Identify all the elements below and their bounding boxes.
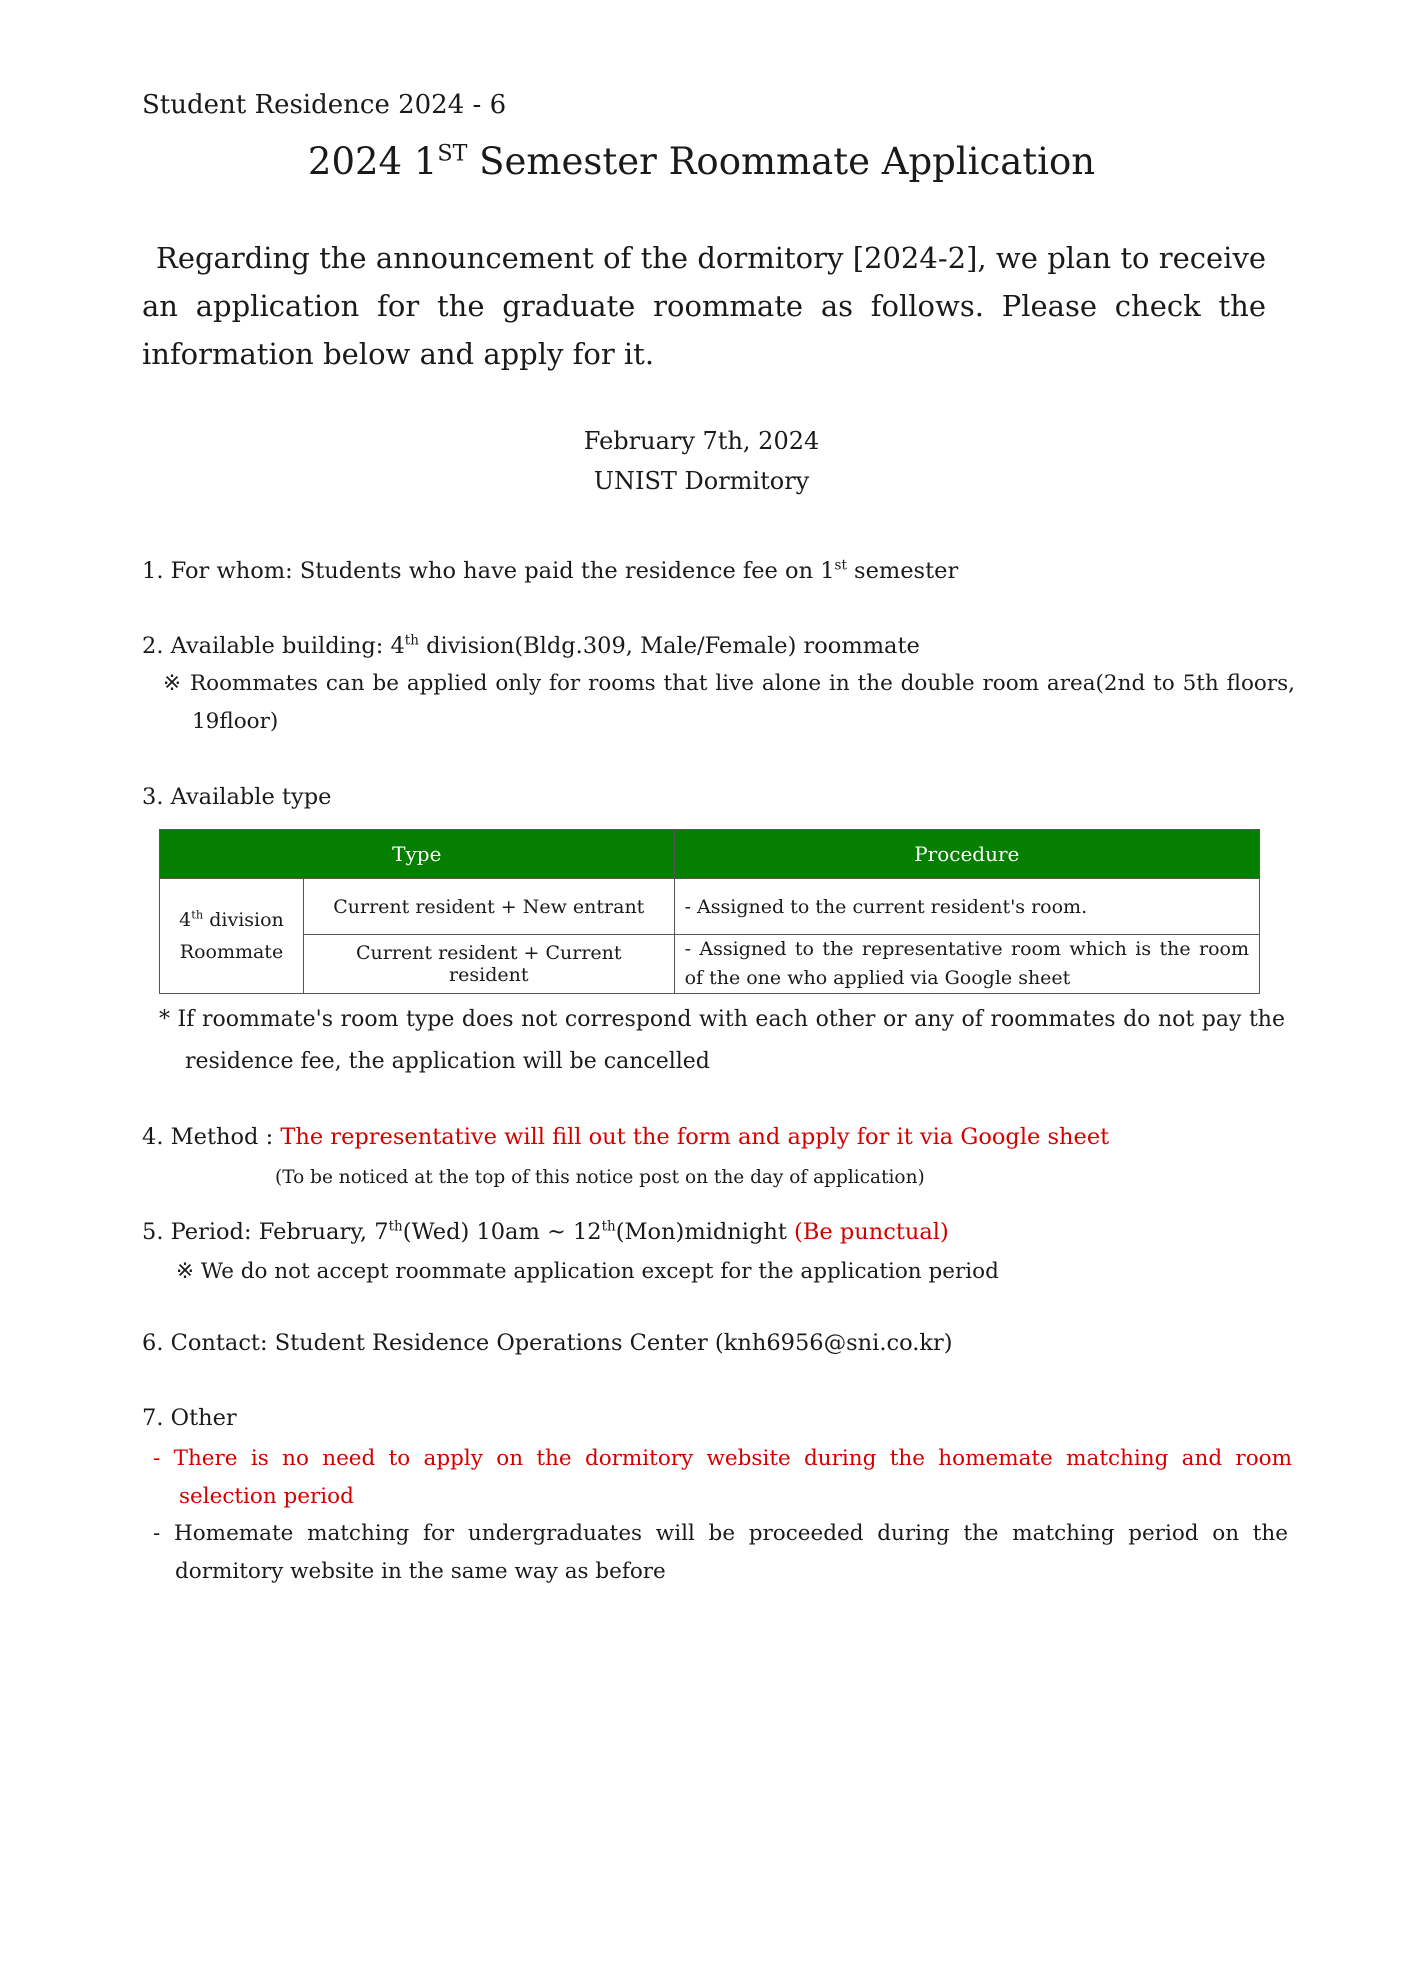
type-cell: Current resident + Current resident xyxy=(303,935,674,994)
table-header-row xyxy=(160,830,1260,879)
section-period: 5. Period: February, 7th(Wed) 10am ~ 12th(Mon)midnight (Be punctual) xyxy=(142,1218,949,1245)
header-procedure: Procedure xyxy=(674,830,1259,879)
section-for-whom: 1. For whom: Students who have paid the residence fee on 1st semester xyxy=(142,557,959,584)
procedure-cell: - Assigned to the representative room which is the room of the one who applied via Google sheet xyxy=(674,935,1259,994)
table-row xyxy=(160,879,1260,935)
building-note: ※ Roommates can be applied only for rooms that live alone in the double room area(2nd to 5th floors, 19floor) xyxy=(163,671,1295,734)
available-type-table xyxy=(159,829,1260,994)
table-row xyxy=(160,935,1260,994)
notice-date: February 7th, 2024 xyxy=(583,427,820,455)
intro-paragraph: Regarding the announcement of the dormitory [2024-2], we plan to receive an application for the graduate roommate as follows. Please check the information below and apply for it. xyxy=(142,241,1266,371)
type-cell: Current resident + New entrant xyxy=(303,879,674,935)
section-other: 7. Other xyxy=(142,1405,237,1431)
section-available-type: 3. Available type xyxy=(142,784,332,810)
section-contact: 6. Contact: Student Residence Operations Center (knh6956@sni.co.kr) xyxy=(142,1330,953,1356)
section-available-building: 2. Available building: 4th division(Bldg.309, Male/Female) roommate xyxy=(142,632,920,659)
group-cell: 4th division Roommate xyxy=(160,879,304,994)
other-item-1: - There is no need to apply on the dormitory website during the homemate matching and room selection period xyxy=(153,1446,1292,1509)
notice-org: UNIST Dormitory xyxy=(593,467,810,495)
period-note: ※ We do not accept roommate application except for the application period xyxy=(176,1259,999,1284)
document-title: 2024 1ST Semester Roommate Application xyxy=(307,140,1096,183)
method-note: (To be noticed at the top of this notice post on the day of application) xyxy=(275,1167,925,1188)
section-method: 4. Method : The representative will fill out the form and apply for it via Google sheet xyxy=(142,1124,1110,1150)
table-footnote: * If roommate's room type does not correspond with each other or any of roommates do not pay the residence fee, the application will be cancelled xyxy=(159,1007,1285,1074)
document-number: Student Residence 2024 - 6 xyxy=(142,90,507,120)
procedure-cell: - Assigned to the current resident's room. xyxy=(674,879,1259,935)
other-item-2: - Homemate matching for undergraduates will be proceeded during the matching period on the dormitory website in the same way as before xyxy=(153,1521,1288,1584)
header-type: Type xyxy=(160,830,675,879)
